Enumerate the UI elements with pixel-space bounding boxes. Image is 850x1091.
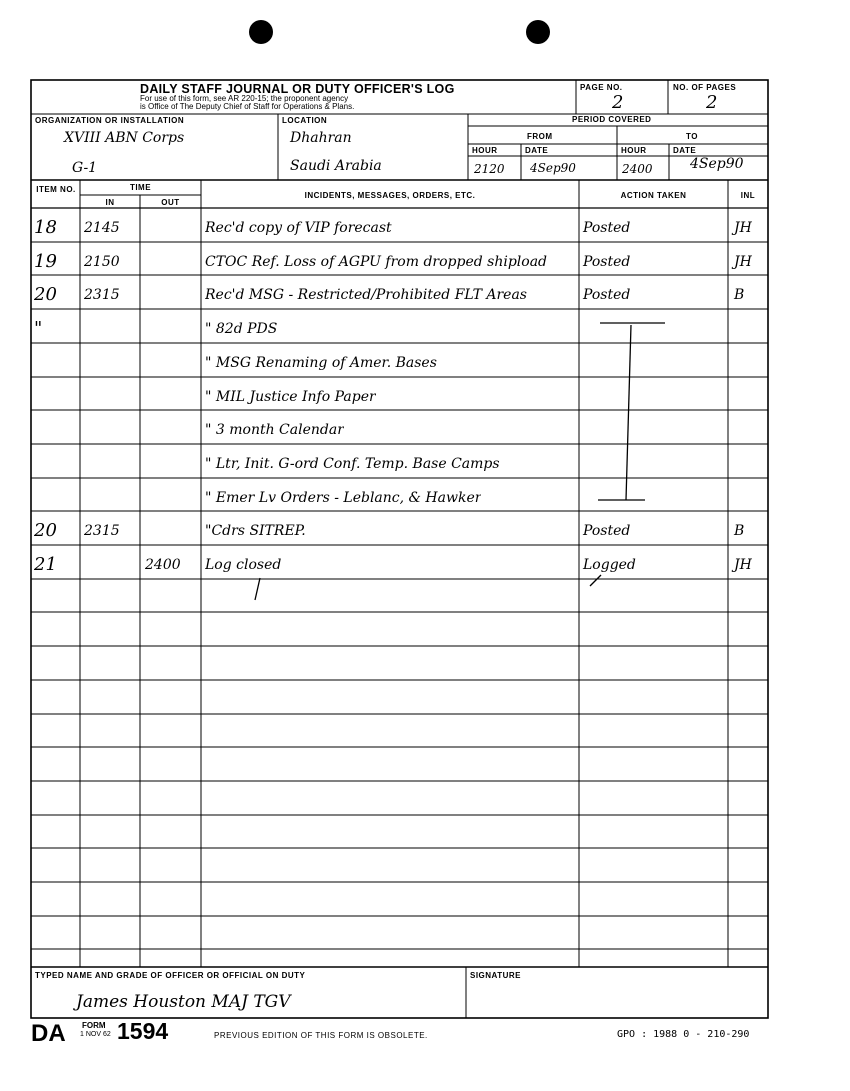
- form-subtitle-1: For use of this form, see AR 220-15; the proponent agency: [140, 94, 349, 103]
- entry-text[interactable]: Rec'd copy of VIP forecast: [205, 220, 392, 236]
- org-line1[interactable]: XVIII ABN Corps: [64, 130, 185, 146]
- form-prefix: DA: [31, 1020, 66, 1047]
- previous-edition-note: PREVIOUS EDITION OF THIS FORM IS OBSOLETE.: [214, 1031, 428, 1040]
- entry-text[interactable]: " 3 month Calendar: [205, 422, 344, 438]
- from-hour-label: HOUR: [472, 146, 498, 155]
- col-out: OUT: [161, 198, 180, 207]
- entry-inl[interactable]: JH: [734, 254, 752, 270]
- location-line1[interactable]: Dhahran: [290, 130, 352, 146]
- no-of-pages-value[interactable]: 2: [706, 92, 718, 113]
- form-word: FORM: [82, 1021, 106, 1030]
- entry-action[interactable]: Posted: [583, 220, 631, 236]
- org-line2[interactable]: G-1: [72, 160, 98, 176]
- from-hour-value[interactable]: 2120: [474, 162, 505, 176]
- officer-name[interactable]: James Houston MAJ TGV: [76, 992, 291, 1012]
- from-date-label: DATE: [525, 146, 549, 155]
- to-hour-value[interactable]: 2400: [622, 162, 653, 176]
- entry-item-no[interactable]: 18: [34, 217, 57, 238]
- col-action: ACTION TAKEN: [620, 191, 687, 200]
- org-label: ORGANIZATION OR INSTALLATION: [35, 116, 185, 125]
- entry-action[interactable]: Posted: [583, 523, 631, 539]
- entry-item-no[interactable]: ": [34, 318, 43, 339]
- to-hour-label: HOUR: [621, 146, 647, 155]
- form-subtitle-2: is Office of The Deputy Chief of Staff for Operations & Plans.: [140, 102, 355, 111]
- entry-inl[interactable]: B: [734, 523, 745, 539]
- col-inl: INL: [740, 191, 756, 200]
- entry-action[interactable]: Logged: [583, 557, 636, 573]
- to-date-value[interactable]: 4Sep90: [690, 156, 744, 172]
- officer-label: TYPED NAME AND GRADE OF OFFICER OR OFFICIAL ON DUTY: [35, 971, 306, 980]
- entry-item-no[interactable]: 20: [34, 520, 57, 541]
- entry-item-no[interactable]: 19: [34, 251, 57, 272]
- entry-text[interactable]: Log closed: [205, 557, 282, 573]
- entry-inl[interactable]: B: [734, 287, 745, 303]
- form-title: DAILY STAFF JOURNAL OR DUTY OFFICER'S LOG: [140, 82, 455, 96]
- entry-time-in[interactable]: 2145: [84, 220, 120, 236]
- entry-text[interactable]: " Ltr, Init. G-ord Conf. Temp. Base Camps: [205, 456, 500, 472]
- period-to-label: TO: [686, 132, 698, 141]
- entry-time-out[interactable]: 2400: [145, 557, 181, 573]
- form-number: 1594: [117, 1018, 169, 1044]
- col-item-no-label: ITEM NO.: [36, 185, 76, 194]
- entry-time-in[interactable]: 2150: [84, 254, 120, 270]
- entry-inl[interactable]: JH: [734, 557, 752, 573]
- period-from-label: FROM: [527, 132, 553, 141]
- signature-field[interactable]: [467, 982, 767, 1017]
- form-date: 1 NOV 62: [80, 1031, 111, 1038]
- to-date-label: DATE: [673, 146, 697, 155]
- gpo-code: GPO : 1988 0 - 210-290: [617, 1029, 750, 1040]
- entry-text[interactable]: "Cdrs SITREP.: [205, 523, 306, 539]
- entry-inl[interactable]: JH: [734, 220, 752, 236]
- page-no-value[interactable]: 2: [612, 92, 624, 113]
- page-no-label: PAGE NO.: [580, 83, 623, 92]
- entry-text[interactable]: " Emer Lv Orders - Leblanc, & Hawker: [205, 490, 482, 506]
- period-label: PERIOD COVERED: [572, 115, 652, 124]
- col-in: IN: [105, 198, 115, 207]
- no-of-pages-label: NO. OF PAGES: [673, 83, 737, 92]
- entry-time-in[interactable]: 2315: [84, 287, 120, 303]
- signature-label: SIGNATURE: [470, 971, 522, 980]
- entry-action[interactable]: Posted: [583, 287, 631, 303]
- entry-text[interactable]: " MIL Justice Info Paper: [205, 389, 376, 405]
- col-incidents: INCIDENTS, MESSAGES, ORDERS, ETC.: [304, 191, 476, 200]
- entry-action[interactable]: Posted: [583, 254, 631, 270]
- col-time: TIME: [129, 183, 152, 192]
- from-date-value[interactable]: 4Sep90: [530, 161, 576, 175]
- location-label: LOCATION: [282, 116, 328, 125]
- entry-text[interactable]: Rec'd MSG - Restricted/Prohibited FLT Areas: [205, 287, 527, 303]
- entry-text[interactable]: CTOC Ref. Loss of AGPU from dropped shipload: [205, 254, 548, 270]
- location-line2[interactable]: Saudi Arabia: [290, 158, 382, 174]
- entry-item-no[interactable]: 20: [34, 284, 57, 305]
- entry-time-in[interactable]: 2315: [84, 523, 120, 539]
- entry-text[interactable]: " MSG Renaming of Amer. Bases: [205, 355, 437, 371]
- col-item-no: [33, 185, 79, 195]
- entry-item-no[interactable]: 21: [34, 554, 57, 575]
- entry-text[interactable]: " 82d PDS: [205, 321, 278, 337]
